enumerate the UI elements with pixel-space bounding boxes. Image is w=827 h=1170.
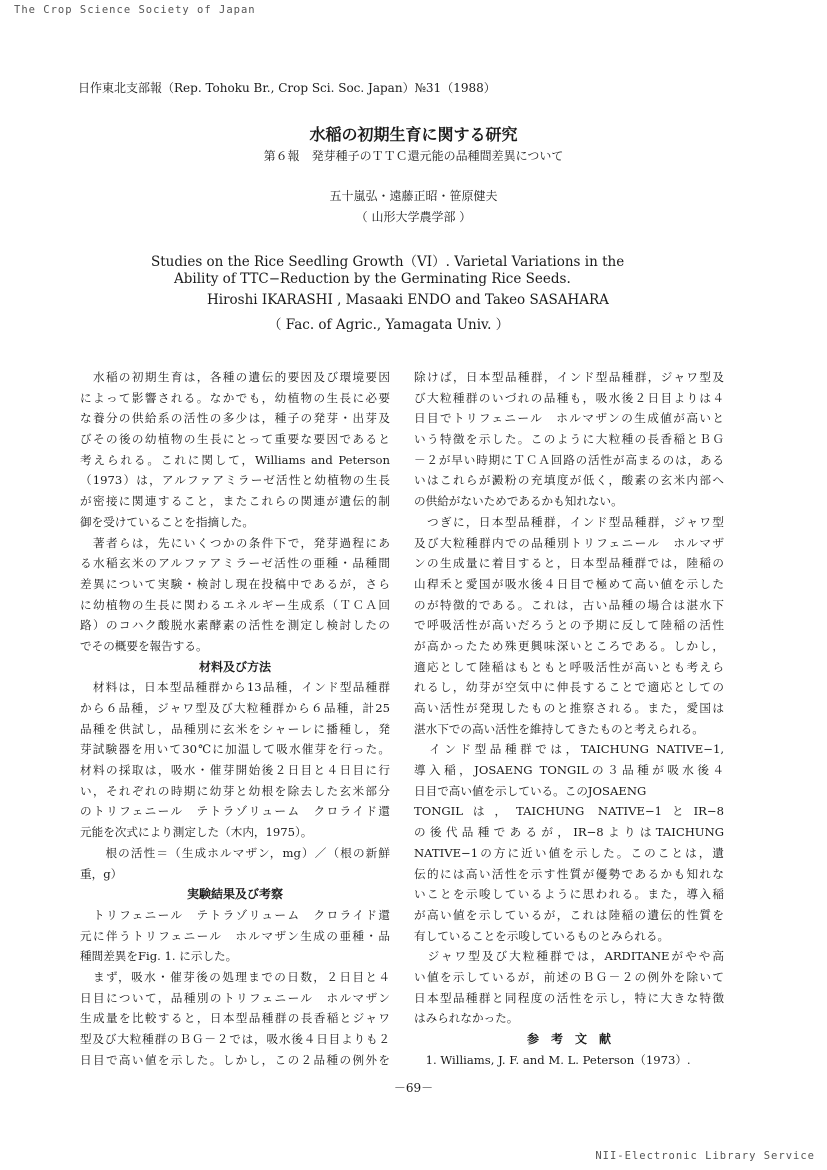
body-line: いう特徴を示した。このように大粒種の長香稲とＢＧ [414, 432, 724, 447]
journal-citation: 日作東北支部報（Rep. Tohoku Br., Crop Sci. Soc. Japan）№31（1988） [78, 81, 496, 95]
body-line: 高い活性が発現したものと推察される。また，愛国は [414, 701, 724, 715]
body-line: インド型品種群では，TAICHUNG NATIVE−1, [414, 742, 724, 757]
body-line: はみられなかった。 [414, 1011, 519, 1026]
footer-source: NII-Electronic Library Service [595, 1150, 815, 1162]
body-line: の供給がないためであるかも知れない。 [414, 494, 623, 509]
section-heading-methods: 材料及び方法 [198, 659, 271, 674]
society-header: The Crop Science Society of Japan [14, 4, 256, 16]
body-line: で呼吸活性が高いだろうとの予期に反して陸稲の活性 [414, 618, 724, 633]
body-line: から６品種，ジャワ型及び大粒種群から６品種，計25 [80, 701, 390, 715]
body-line: のトリフェニール テトラゾリューム クロライド還 [80, 804, 390, 819]
body-line: 考えられる。これに関して，Williams and Peterson [80, 452, 390, 467]
body-line: 著者らは，先にいくつかの条件下で，発芽過程にあ [80, 535, 390, 550]
left-column [80, 367, 390, 1070]
body-line: 伝的には高い活性を示す性質が優勢であるかも知れな [414, 866, 724, 881]
body-line: な養分の供給系の活性の多少は，種子の発芽・出芽及 [80, 411, 390, 426]
body-line: 材料は，日本型品種群から13品種，インド型品種群 [80, 680, 390, 695]
body-line: れるし，幼芽が空気中に伸長することで適応としての [414, 680, 724, 695]
body-line: い値を示しているが，前述のＢＧ－２の例外を除いて [414, 969, 724, 984]
body-line: 芽試験器を用いて30℃に加温して吸水催芽を行った。 [80, 742, 390, 757]
page-number: －69－ [393, 1081, 434, 1095]
subtitle: 第６報 発芽種子のＴＴＣ還元能の品種間差異について [263, 149, 564, 163]
page-title: 水稲の初期生育に関する研究 [309, 125, 518, 144]
body-line: 元に伴うトリフェニール ホルマザン生成の亜種・品 [80, 928, 390, 943]
body-line: 日目で高い値を示している。このJOSAENG [414, 783, 647, 798]
authors-ja: 五十嵐弘・遠藤正昭・笹原健夫 [329, 189, 498, 203]
body-line: 日目について，品種別のトリフェニール ホルマザン [80, 990, 390, 1005]
body-line: のが特徴的である。これは，古い品種の場合は湛水下 [414, 597, 724, 612]
body-line: 日目で高い値を示した。しかし，この２品種の例外を [80, 1052, 390, 1067]
body-line: 路）のコハク酸脱水素酵素の活性を測定し検討したの [80, 618, 390, 633]
body-line: 差異について実験・検討し現在投稿中であるが，さら [80, 576, 390, 591]
body-line: トリフェニール テトラゾリューム クロライド還 [80, 907, 390, 922]
body-line: いはこれらが澱粉の充填度が低く，酸素の玄米内部へ [414, 473, 724, 488]
body-line: によって影響される。なかでも，幼植物の生長に必要 [80, 390, 390, 405]
body-line: 除けば，日本型品種群，インド型品種群，ジャワ型及 [414, 370, 724, 384]
body-line: 型及び大粒種群のＢＧ－２では，吸水後４日目よりも２ [80, 1032, 390, 1046]
formula-line: 根の活性＝（生成ホルマザン，mg）／（根の新鮮 [80, 845, 390, 860]
body-line: つぎに，日本型品種群，インド型品種群，ジャワ型 [414, 514, 724, 529]
section-heading-references: 参 考 文 献 [526, 1032, 611, 1046]
body-line: る水稲玄米のアルファアミラーゼ活性の亜種・品種間 [80, 556, 390, 571]
section-heading-results: 実験結果及び考察 [186, 887, 283, 902]
body-line: びその後の幼植物の生長にとって重要な要因であると [80, 432, 390, 447]
body-line: （1973）は，アルファアミラーゼ活性と幼植物の生長 [80, 473, 390, 488]
affiliation-ja: （ 山形大学農学部 ） [355, 210, 472, 224]
body-line: 種間差異をFig. 1. に示した。 [80, 949, 238, 964]
body-line: 適応として陸稲はもともと呼吸活性が高いとも考えら [414, 659, 724, 674]
body-line: が高かったため殊更興味深いところである。しかし， [414, 638, 724, 653]
body-line: 湛水下での高い活性を維持してきたものと考えられる。 [414, 721, 704, 736]
body-line: 水稲の初期生育は，各種の遺伝的要因及び環境要因 [80, 370, 390, 384]
body-line: ジャワ型及び大粒種群では，ARDITANEがやや高 [414, 949, 724, 964]
english-authors: Hiroshi IKARASHI , Masaaki ENDO and Takeo SASAHARA [207, 292, 609, 308]
body-line: いことを示唆しているように思われる。また，導入稲 [414, 887, 724, 902]
body-line: い，それぞれの時期に幼芽と幼根を除去した玄米部分 [80, 783, 390, 798]
body-line: 生成量を比較すると，日本型品種群の長香稲とジャワ [80, 1011, 390, 1026]
body-line: 材料の採取は，吸水・催芽開始後２日目と４日目に行 [80, 763, 390, 778]
body-line: －２が早い時期にＴＣＡ回路の活性が高まるのは，ある [414, 452, 724, 467]
english-title-line: Studies on the Rice Seedling Growth（VI）. Varietal Variations in the [151, 254, 625, 270]
body-line: に幼植物の生長に関わるエネルギー生成系（ＴＣＡ回 [80, 597, 390, 612]
body-line: 導入稲，JOSAENG TONGILの３品種が吸水後４ [414, 763, 724, 778]
body-line: が高い値を示しているが，これは陸稲の遺伝的性質を [414, 907, 724, 922]
body-line: 品種を供試し，品種別に玄米をシャーレに播種し，発 [80, 721, 390, 736]
body-line: でその概要を報告する。 [80, 638, 208, 653]
body-line: 及び大粒種群内での品種別トリフェニール ホルマザ [414, 535, 724, 550]
body-line: TONGILは，TAICHUNG NATIVE−1とIR−8 [414, 804, 724, 819]
english-title-line: Ability of TTC−Reduction by the Germinating Rice Seeds. [174, 271, 571, 287]
english-affiliation: （ Fac. of Agric., Yamagata Univ. ） [268, 317, 510, 333]
body-line: が密接に関連すること，またこれらの関連が遺伝的制 [80, 494, 390, 509]
body-line: 有していることを示唆しているものとみられる。 [414, 928, 670, 943]
reference-item: 1. Williams, J. F. and M. L. Peterson（1973）. [414, 1052, 691, 1067]
body-line: NATIVE−1の方に近い値を示した。このことは，遺 [414, 845, 724, 860]
body-line: 日本型品種群と同程度の活性を示し，特に大きな特徴 [414, 990, 724, 1005]
right-column [414, 367, 724, 1070]
body-line: び大粒種群のいづれの品種も，吸水後２日目よりは４ [414, 390, 724, 405]
body-line: 山稈禾と愛国が吸水後４日目で極めて高い値を示した [414, 576, 724, 591]
body-line: まず，吸水・催芽後の処理までの日数，２日目と４ [80, 969, 390, 984]
body-line: 日目でトリフェニール ホルマザンの生成値が高いと [414, 411, 724, 426]
body-line: 元能を次式により測定した（木内，1975）。 [80, 825, 313, 840]
body-line: の後代品種であるが，IR−8よりはTAICHUNG [414, 825, 724, 840]
formula-line: 重，g） [80, 866, 123, 881]
body-line: 御を受けていることを指摘した。 [80, 514, 254, 529]
body-line: ンの生成量に着目すると，日本型品種群では，陸稲の [414, 556, 724, 571]
